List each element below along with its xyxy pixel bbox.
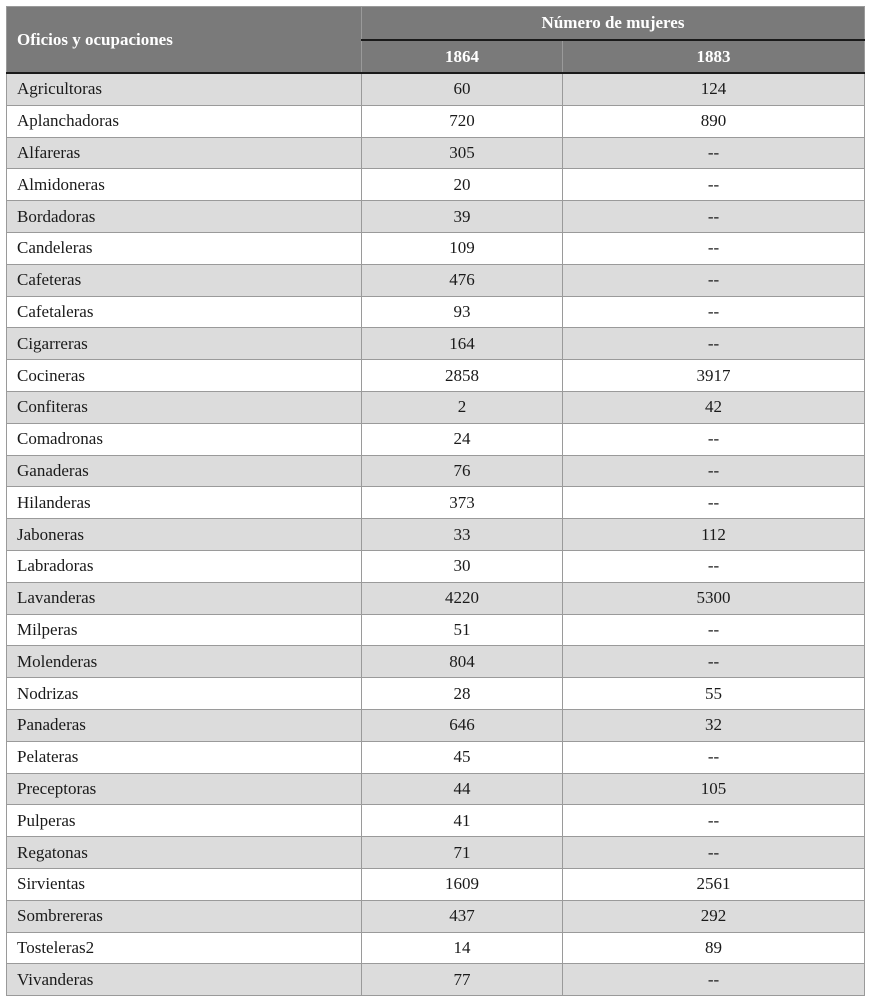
count-1864-cell: 30 [362,550,563,582]
table-body [7,73,865,996]
occupation-cell: Preceptoras [7,773,362,805]
count-1864-cell: 476 [362,264,563,296]
header-occupations: Oficios y ocupaciones [7,7,362,74]
table-row [7,837,865,869]
table-row [7,678,865,710]
count-1864-cell: 437 [362,900,563,932]
occupation-cell: Hilanderas [7,487,362,519]
count-1864-cell: 60 [362,73,563,105]
count-1864-cell: 164 [362,328,563,360]
count-1864-cell: 305 [362,137,563,169]
table-header [7,7,865,74]
occupation-cell: Sirvientas [7,868,362,900]
count-1864-cell: 44 [362,773,563,805]
occupation-cell: Panaderas [7,709,362,741]
occupation-cell: Ganaderas [7,455,362,487]
count-1883-cell: 124 [563,73,865,105]
count-1883-cell: -- [563,487,865,519]
table-row [7,169,865,201]
count-1883-cell: 2561 [563,868,865,900]
table-row [7,741,865,773]
occupation-cell: Almidoneras [7,169,362,201]
count-1864-cell: 1609 [362,868,563,900]
count-1864-cell: 76 [362,455,563,487]
table-row [7,232,865,264]
count-1883-cell: -- [563,550,865,582]
count-1883-cell: -- [563,837,865,869]
count-1883-cell: 105 [563,773,865,805]
occupation-cell: Pulperas [7,805,362,837]
count-1883-cell: -- [563,328,865,360]
occupation-cell: Confiteras [7,391,362,423]
table-row [7,423,865,455]
count-1864-cell: 14 [362,932,563,964]
count-1883-cell: 42 [563,391,865,423]
occupation-cell: Agricultoras [7,73,362,105]
occupation-cell: Molenderas [7,646,362,678]
count-1883-cell: 55 [563,678,865,710]
table-row [7,582,865,614]
count-1883-cell: -- [563,201,865,233]
occupation-cell: Candeleras [7,232,362,264]
table-row [7,201,865,233]
count-1883-cell: 112 [563,519,865,551]
table-row [7,709,865,741]
occupation-cell: Bordadoras [7,201,362,233]
table-row [7,487,865,519]
table-row [7,646,865,678]
count-1883-cell: 89 [563,932,865,964]
occupation-cell: Regatonas [7,837,362,869]
count-1864-cell: 93 [362,296,563,328]
count-1883-cell: -- [563,805,865,837]
table-row [7,137,865,169]
table-row [7,519,865,551]
occupation-cell: Nodrizas [7,678,362,710]
header-number-of-women: Número de mujeres [362,7,865,41]
count-1883-cell: -- [563,964,865,996]
count-1864-cell: 28 [362,678,563,710]
table-row [7,264,865,296]
count-1883-cell: -- [563,264,865,296]
count-1864-cell: 2858 [362,360,563,392]
occupation-cell: Comadronas [7,423,362,455]
count-1883-cell: -- [563,137,865,169]
count-1864-cell: 45 [362,741,563,773]
table-row [7,360,865,392]
occupation-cell: Vivanderas [7,964,362,996]
count-1864-cell: 77 [362,964,563,996]
occupation-cell: Alfareras [7,137,362,169]
table-row [7,391,865,423]
header-year-1883: 1883 [563,40,865,73]
occupations-table [6,6,865,996]
occupation-cell: Tosteleras2 [7,932,362,964]
count-1883-cell: -- [563,614,865,646]
count-1883-cell: -- [563,232,865,264]
count-1883-cell: 3917 [563,360,865,392]
count-1864-cell: 33 [362,519,563,551]
table-row [7,900,865,932]
occupation-cell: Cocineras [7,360,362,392]
count-1864-cell: 39 [362,201,563,233]
count-1864-cell: 41 [362,805,563,837]
table-row [7,296,865,328]
count-1864-cell: 20 [362,169,563,201]
occupation-cell: Labradoras [7,550,362,582]
occupation-cell: Lavanderas [7,582,362,614]
count-1883-cell: -- [563,169,865,201]
count-1883-cell: 292 [563,900,865,932]
count-1864-cell: 24 [362,423,563,455]
count-1864-cell: 2 [362,391,563,423]
occupation-cell: Milperas [7,614,362,646]
header-year-1864: 1864 [362,40,563,73]
table-row [7,455,865,487]
table-row [7,805,865,837]
count-1864-cell: 51 [362,614,563,646]
occupation-cell: Cafeteras [7,264,362,296]
count-1864-cell: 4220 [362,582,563,614]
count-1864-cell: 373 [362,487,563,519]
occupations-table-container [6,6,864,996]
table-row [7,614,865,646]
table-row [7,105,865,137]
count-1883-cell: -- [563,296,865,328]
table-row [7,328,865,360]
count-1883-cell: 32 [563,709,865,741]
count-1883-cell: 890 [563,105,865,137]
count-1883-cell: 5300 [563,582,865,614]
count-1864-cell: 646 [362,709,563,741]
occupation-cell: Cigarreras [7,328,362,360]
count-1864-cell: 71 [362,837,563,869]
occupation-cell: Sombrereras [7,900,362,932]
occupation-cell: Pelateras [7,741,362,773]
count-1864-cell: 109 [362,232,563,264]
count-1864-cell: 804 [362,646,563,678]
count-1883-cell: -- [563,455,865,487]
count-1883-cell: -- [563,646,865,678]
occupation-cell: Aplanchadoras [7,105,362,137]
occupation-cell: Cafetaleras [7,296,362,328]
header-row-top [7,7,865,41]
occupation-cell: Jaboneras [7,519,362,551]
table-row [7,550,865,582]
count-1864-cell: 720 [362,105,563,137]
table-row [7,868,865,900]
table-row [7,773,865,805]
count-1883-cell: -- [563,741,865,773]
table-row [7,964,865,996]
table-row [7,932,865,964]
count-1883-cell: -- [563,423,865,455]
table-row [7,73,865,105]
